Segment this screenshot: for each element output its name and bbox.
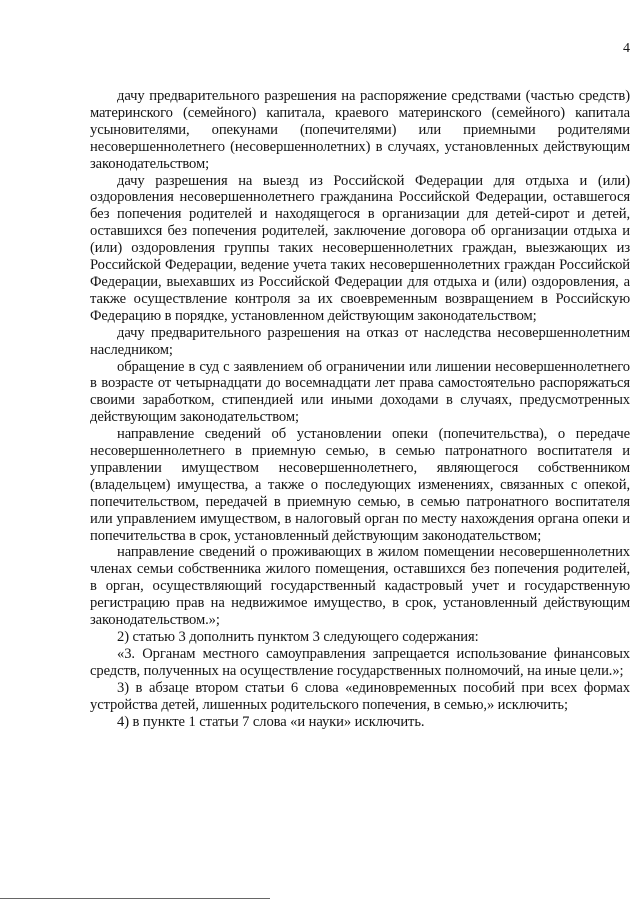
document-body — [90, 88, 630, 730]
paragraph-tax-authority-notice: направление сведений об установлении опеки (попечительства), о передаче несовершеннолетнего в приемную семью, в семью патронатного воспитателя и управлении имуществом несовершеннолетнего, являющегося собственником (владельцем) имущества, а также о последующих изменениях, связанных с опекой, попечительством, передачей в приемную семью, в семью патронатного воспитателя или управлением имуществом, в налоговый орган по месту нахождения органа опеки и попечительства в срок, установленный действующим законодательством; — [90, 426, 630, 544]
paragraph-maternity-capital: дачу предварительного разрешения на распоряжение средствами (частью средств) материнского (семейного) капитала, краевого материнского (семейного) капитала усыновителями, опекунами (попечителями) или приемными родителями несовершеннолетнего (несовершеннолетних) в случаях, установленных действующим законодательством; — [90, 88, 630, 172]
paragraph-cadastral-notice: направление сведений о проживающих в жилом помещении несовершеннолетних членах семьи собственника жилого помещения, оставшихся без попечения родителей, в орган, осуществляющий государственный кадастровый учет и государственную регистрацию прав на недвижимое имущество, в срок, установленный действующим законодательством.»; — [90, 544, 630, 629]
paragraph-article-3-amendment: 2) статью 3 дополнить пунктом 3 следующего содержания: — [117, 629, 479, 645]
paragraph-travel-permission: дачу разрешения на выезд из Российской Федерации для отдыха и (или) оздоровления несовершеннолетнего гражданина Российской Федерации, оставшегося без попечения родителей и находящегося в организации для детей-сирот и детей, оставшихся без попечения родителей, заключение договора об организации отдыха и (или) оздоровления группы таких несовершеннолетних граждан, выезжающих из Российской Федерации, ведение учета таких несовершеннолетних граждан Российской Федерации, выехавших из Российской Федерации для отдыха и (или) оздоровления, а также осуществление контроля за их своевременным возвращением в Российскую Федерацию в порядке, установленном действующим законодательством; — [90, 172, 630, 324]
paragraph-article-6-amendment: 3) в абзаце втором статьи 6 слова «единовременных пособий при всех формах устройства детей, лишенных родительского попечения, в семью,» исключить; — [90, 679, 630, 713]
paragraph-article-7-amendment: 4) в пункте 1 статьи 7 слова «и науки» исключить. — [117, 713, 425, 730]
paragraph-article-3-point-3: «3. Органам местного самоуправления запрещается использование финансовых средств, полученных на осуществление государственных полномочий, на иные цели.»; — [90, 645, 630, 679]
footer-divider — [0, 898, 270, 899]
paragraph-court-appeal: обращение в суд с заявлением об ограничении или лишении несовершеннолетнего в возрасте от четырнадцати до восемнадцати лет права самостоятельно распоряжаться своими заработком, стипендией или иными доходами в случаях, предусмотренных действующим законодательством; — [90, 358, 630, 426]
page-number: 4 — [623, 41, 630, 56]
paragraph-inheritance-refusal: дачу предварительного разрешения на отказ от наследства несовершеннолетним наследником; — [90, 324, 630, 358]
